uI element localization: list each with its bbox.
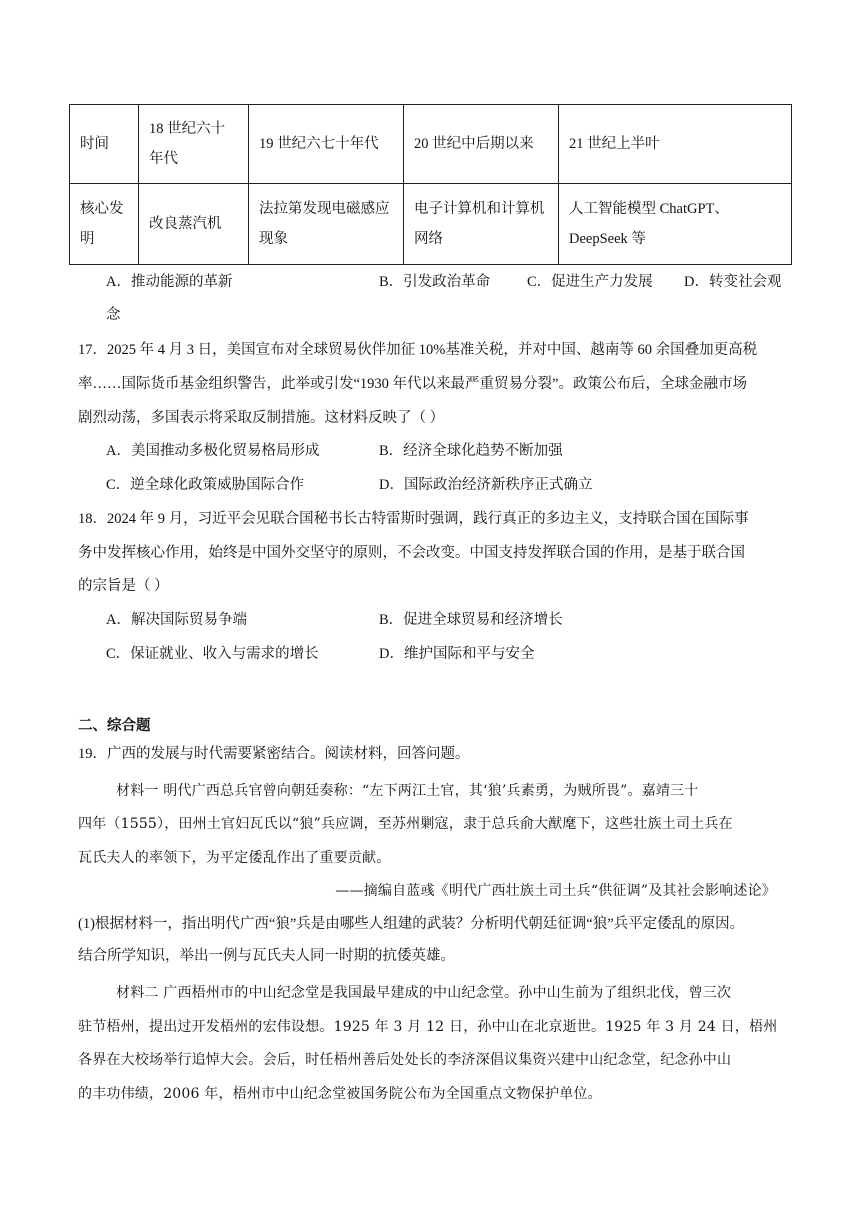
material-one-source: ——摘编自蓝彧《明代广西壮族土司土兵“供征调”及其社会影响述论》 <box>335 883 776 899</box>
inventions-table <box>69 104 792 265</box>
material-one-line: 材料一 明代广西总兵官曾向朝廷奏称：“左下两江土官，其‘狼’兵素勇，为贼所畏”。嘉靖三十 <box>116 783 699 799</box>
q18-stem-line: 的宗旨是（ ） <box>78 578 169 594</box>
table-cell: 改良蒸汽机 <box>139 184 249 265</box>
material-two-line: 材料二 广西梧州市的中山纪念堂是我国最早建成的中山纪念堂。孙中山生前为了组织北伐，曾三次 <box>116 985 732 1001</box>
q18-option-d: D．维护国际和平与安全 <box>379 646 535 662</box>
q19-subquestion-1: 结合所学知识，举出一例与瓦氏夫人同一时期的抗倭英雄。 <box>78 948 455 964</box>
table-cell: 电子计算机和计算机网络 <box>404 184 559 265</box>
q18-option-a: A．解决国际贸易争端 <box>106 612 247 628</box>
table-cell: 18 世纪六十年代 <box>139 105 249 184</box>
q17-option-d: D．国际政治经济新秩序正式确立 <box>379 477 593 493</box>
table-cell: 时间 <box>70 105 139 184</box>
table-cell: 核心发明 <box>70 184 139 265</box>
material-two-line: 各界在大校场举行追悼大会。会后，时任梧州善后处处长的李济深倡议集资兴建中山纪念堂，纪念孙中山 <box>78 1052 732 1068</box>
q18-stem-line: 18．2024 年 9 月，习近平会见联合国秘书长古特雷斯时强调，践行真正的多边主义，支持联合国在国际事 <box>78 511 749 527</box>
q19-subquestion-1: (1)根据材料一，指出明代广西“狼”兵是由哪些人组建的武装？分析明代朝廷征调“狼”兵平定倭乱的原因。 <box>78 916 745 932</box>
table-row <box>70 184 792 265</box>
material-two-line: 驻节梧州，提出过开发梧州的宏伟设想。1925 年 3 月 12 日，孙中山在北京逝世。1925 年 3 月 24 日，梧州 <box>78 1019 778 1035</box>
q16-option-c: C．促进生产力发展 <box>527 274 653 290</box>
q18-stem-line: 务中发挥核心作用，始终是中国外交坚守的原则，不会改变。中国支持发挥联合国的作用，是基于联合国 <box>78 545 745 561</box>
q17-stem-line: 率……国际货币基金组织警告，此举或引发“1930 年代以来最严重贸易分裂”。政策公布后，全球金融市场 <box>78 376 747 392</box>
section-heading: 二、综合题 <box>78 718 151 734</box>
q16-option-b: B．引发政治革命 <box>379 274 491 290</box>
material-two-line: 的丰功伟绩，2006 年，梧州市中山纪念堂被国务院公布为全国重点文物保护单位。 <box>78 1086 602 1102</box>
q16-option-d: D．转变社会观 <box>684 274 782 290</box>
table-cell: 21 世纪上半叶 <box>559 105 792 184</box>
q16-option-a: A．推动能源的革新 <box>106 274 233 290</box>
q18-option-b: B．促进全球贸易和经济增长 <box>379 612 563 628</box>
table-cell: 20 世纪中后期以来 <box>404 105 559 184</box>
q16-option-a-wrap: 念 <box>106 307 121 323</box>
q17-option-a: A．美国推动多极化贸易格局形成 <box>106 443 320 459</box>
q18-option-c: C．保证就业、收入与需求的增长 <box>106 646 319 662</box>
material-one-line: 四年（1555），田州土官妇瓦氏以“狼”兵应调，至苏州剿寇，隶于总兵俞大猷麾下，这些壮族土司土兵在 <box>78 816 733 832</box>
q19-intro: 19．广西的发展与时代需要紧密结合。阅读材料，回答问题。 <box>78 746 470 762</box>
q17-option-c: C．逆全球化政策威胁国际合作 <box>106 477 305 493</box>
q17-stem-line: 17．2025 年 4 月 3 日，美国宣布对全球贸易伙伴加征 10%基准关税，并对中国、越南等 60 余国叠加更高税 <box>78 342 758 358</box>
q17-option-b: B．经济全球化趋势不断加强 <box>379 443 563 459</box>
material-one-line: 瓦氏夫人的率领下，为平定倭乱作出了重要贡献。 <box>78 850 391 866</box>
table-row <box>70 105 792 184</box>
q17-stem-line: 剧烈动荡，多国表示将采取反制措施。这材料反映了（ ） <box>78 410 445 426</box>
table-cell: 人工智能模型 ChatGPT、DeepSeek 等 <box>559 184 792 265</box>
table-cell: 19 世纪六七十年代 <box>249 105 404 184</box>
table-cell: 法拉第发现电磁感应现象 <box>249 184 404 265</box>
